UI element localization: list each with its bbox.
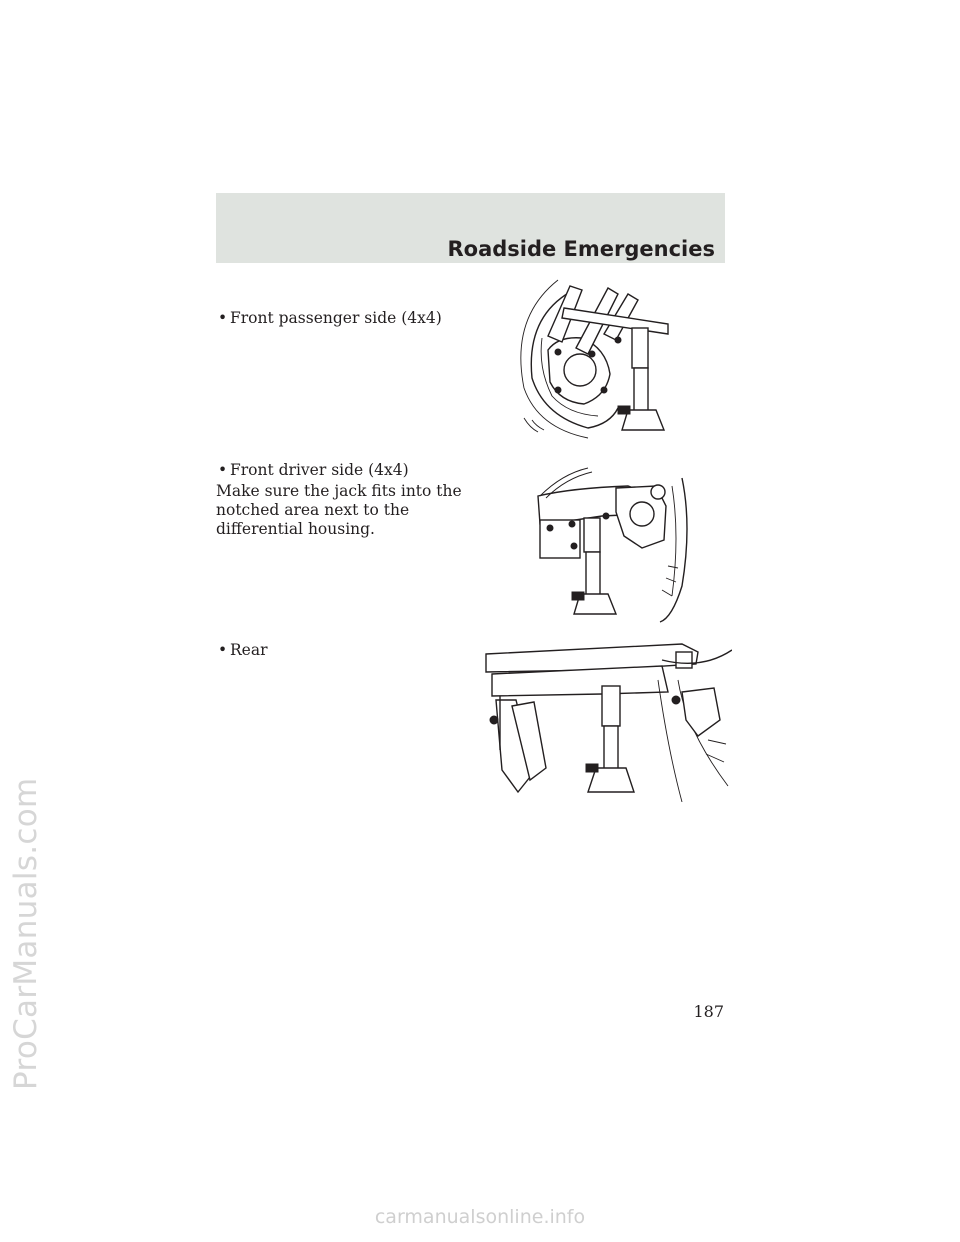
bullet-front-passenger <box>218 308 442 328</box>
bullet-dot: • <box>218 461 228 479</box>
section-title: Roadside Emergencies <box>447 237 715 261</box>
section-header-band <box>216 193 725 263</box>
jack-instruction-paragraph: Make sure the jack fits into the notched area next to the differential housing. <box>216 482 462 538</box>
bullet-rear-text: Rear <box>230 641 268 659</box>
bullet-front-driver-text: Front driver side (4x4) <box>230 461 409 479</box>
bullet-front-passenger-text: Front passenger side (4x4) <box>230 309 442 327</box>
page-number: 187 <box>693 1002 724 1021</box>
bullet-front-driver <box>218 460 409 480</box>
rear-jack-illustration <box>482 640 732 802</box>
watermark-side-text: ProCarManuals.com <box>8 777 44 1090</box>
bullet-dot: • <box>218 641 228 659</box>
bullet-dot: • <box>218 309 228 327</box>
bullet-rear <box>218 640 268 660</box>
front-driver-jack-illustration <box>532 466 692 626</box>
front-passenger-jack-illustration <box>518 278 678 440</box>
watermark-bottom-text: carmanualsonline.info <box>374 1206 586 1228</box>
